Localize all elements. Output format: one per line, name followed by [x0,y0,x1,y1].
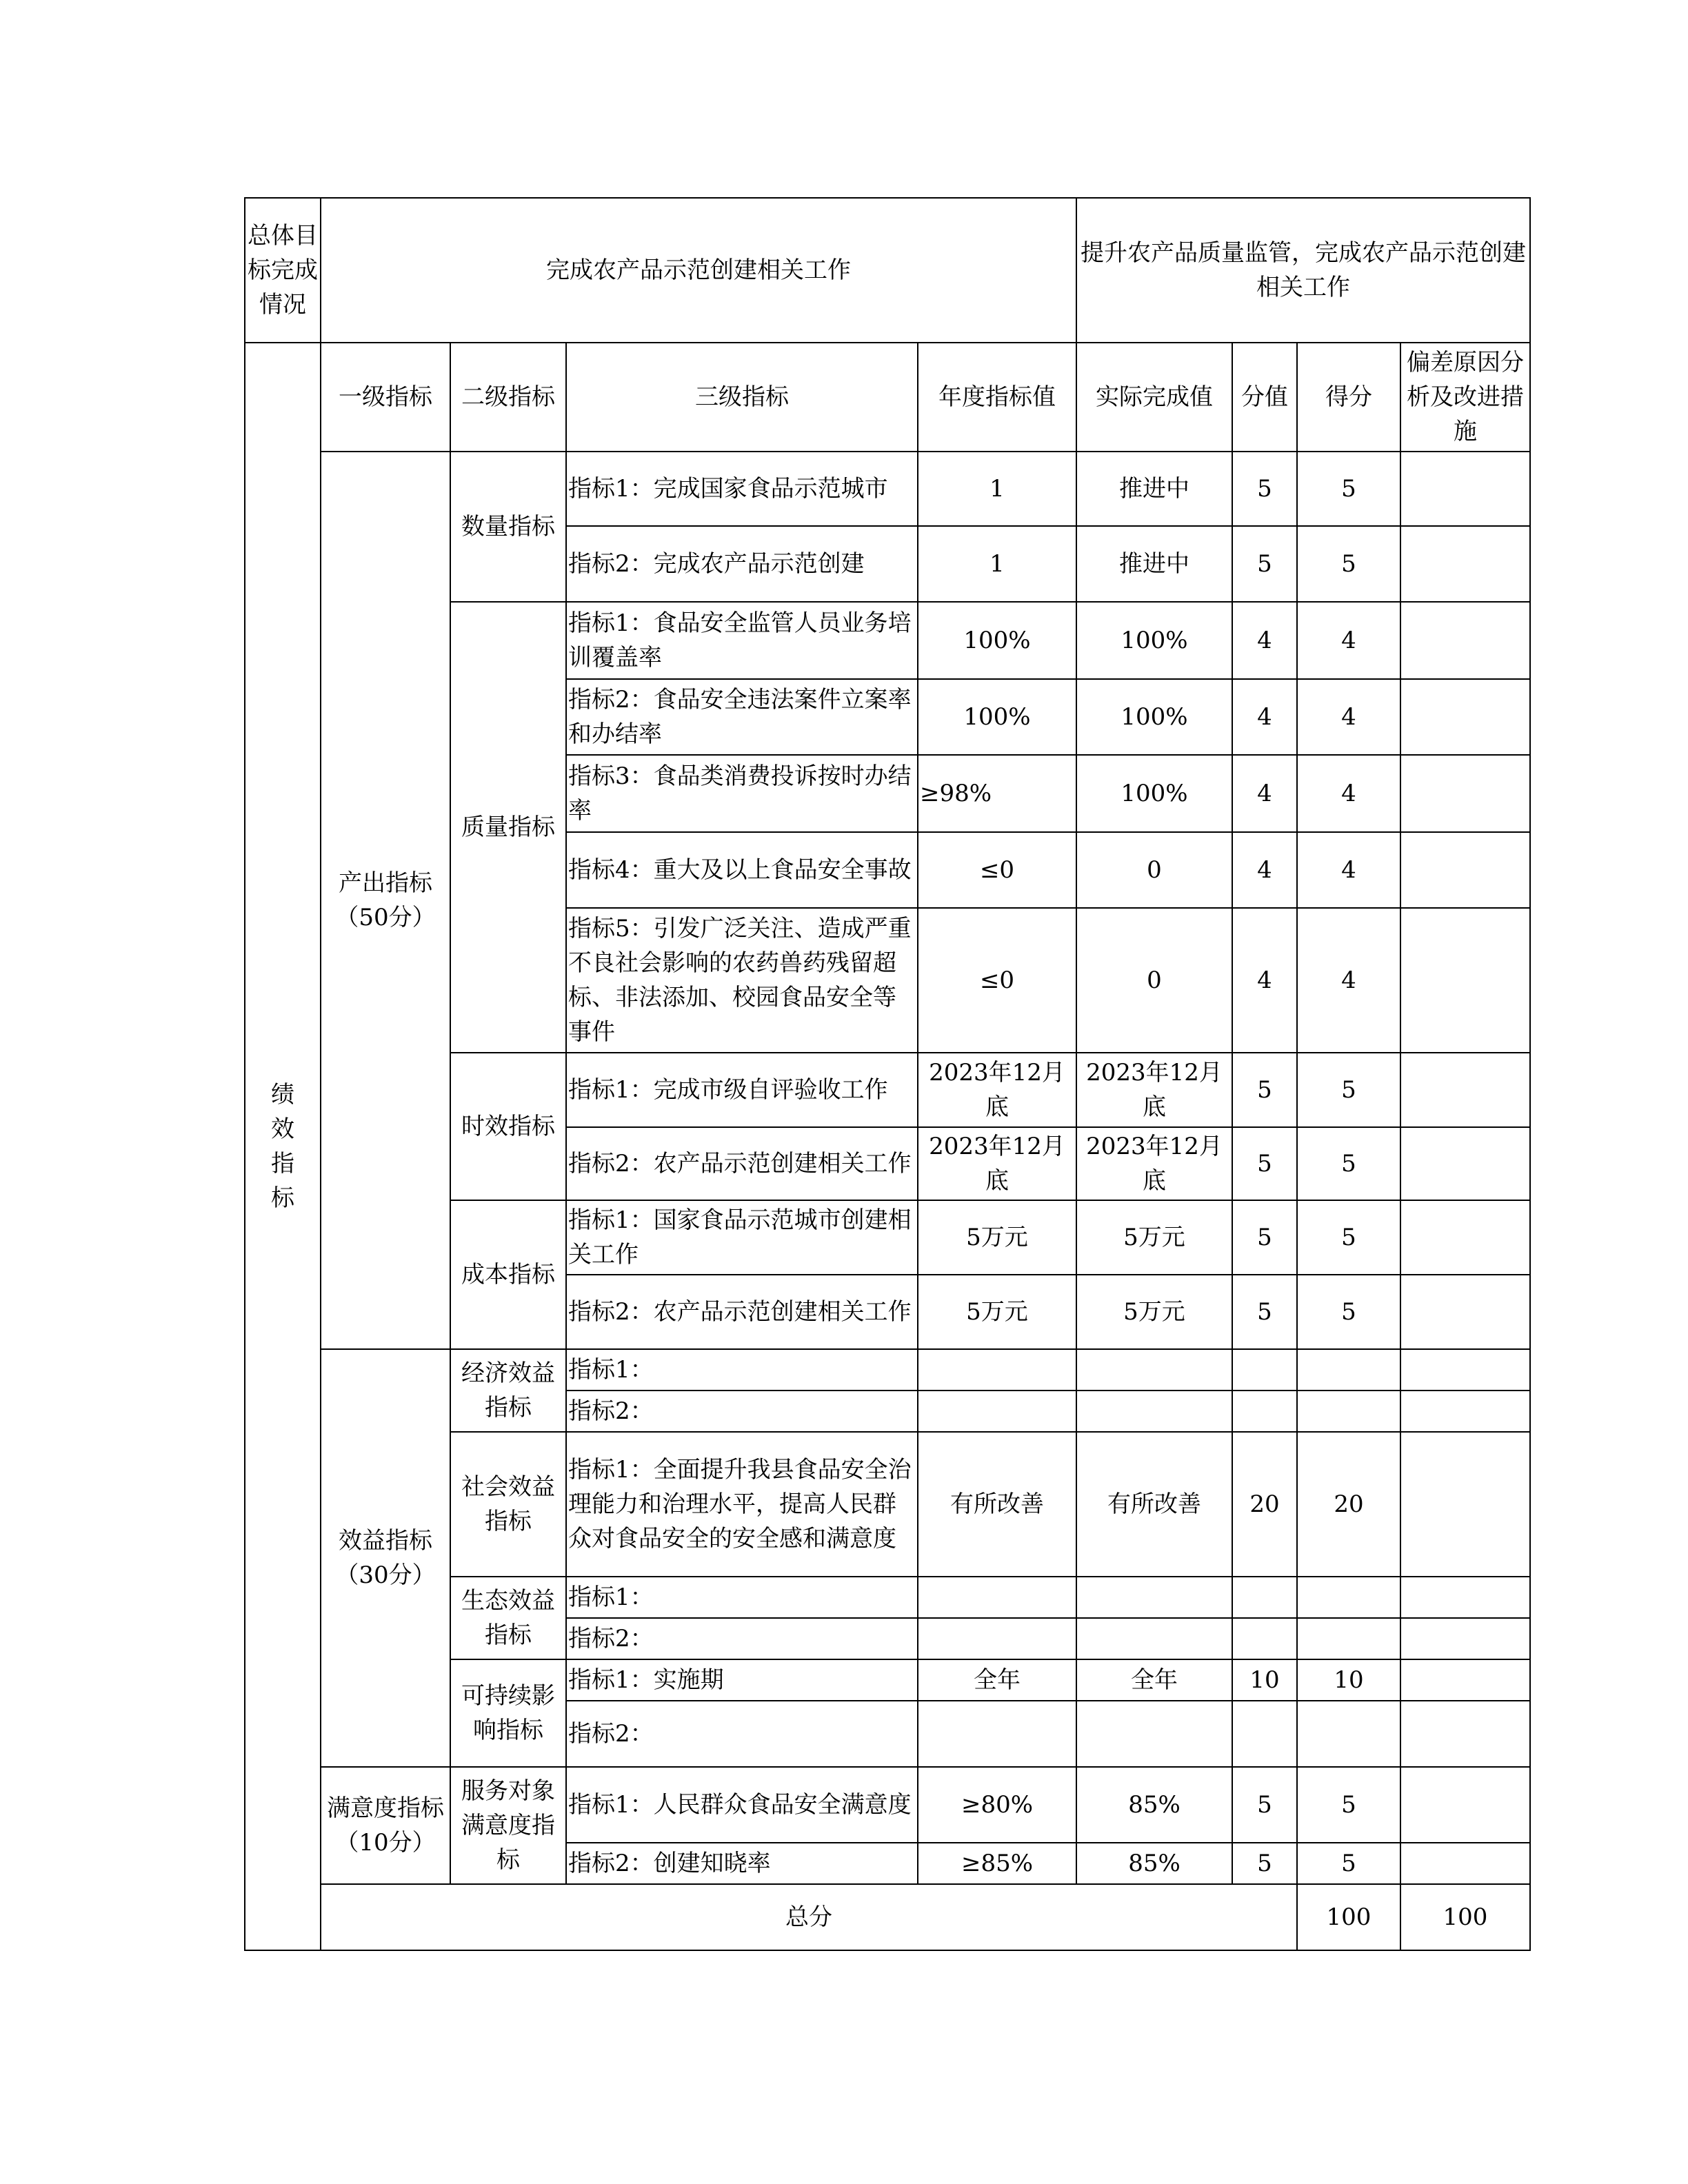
target-value: 全年 [918,1659,1076,1701]
target-value: 100% [918,602,1076,679]
actual-completion: 提升农产品质量监管，完成农产品示范创建相关工作 [1076,198,1530,343]
weight-value [1232,1391,1297,1432]
weight-value: 5 [1232,1053,1297,1127]
subgroup-social: 社会效益指标 [450,1432,566,1577]
score-value [1297,1618,1400,1659]
weight-value [1232,1349,1297,1391]
subgroup-sustainable: 可持续影响指标 [450,1659,566,1767]
target-value: 2023年12月底 [918,1127,1076,1200]
deviation-note [1400,1053,1530,1127]
actual-value: 0 [1076,832,1232,908]
actual-value [1076,1349,1232,1391]
total-weight: 100 [1297,1884,1400,1950]
deviation-note [1400,1767,1530,1843]
target-value [918,1349,1076,1391]
indicator-name: 指标1： [566,1577,918,1618]
target-value [918,1391,1076,1432]
weight-value: 5 [1232,1200,1297,1275]
actual-value-header: 实际完成值 [1076,343,1232,452]
score-value: 20 [1297,1432,1400,1577]
group-satisfaction: 满意度指标（10分） [321,1767,450,1884]
indicator-name: 指标2：创建知晓率 [566,1843,918,1884]
subgroup-service: 服务对象满意度指标 [450,1767,566,1884]
actual-value: 2023年12月底 [1076,1127,1232,1200]
score-value: 5 [1297,1767,1400,1843]
indicator-name: 指标1： [566,1349,918,1391]
target-value: 有所改善 [918,1432,1076,1577]
indicator-name: 指标1：完成市级自评验收工作 [566,1053,918,1127]
annual-goal: 完成农产品示范创建相关工作 [321,198,1076,343]
indicator-name: 指标1：国家食品示范城市创建相关工作 [566,1200,918,1275]
score-value: 5 [1297,1275,1400,1349]
subgroup-ecological: 生态效益指标 [450,1577,566,1659]
indicator-name: 指标5：引发广泛关注、造成严重不良社会影响的农药兽药残留超标、非法添加、校园食品安全等事件 [566,908,918,1053]
target-value: 5万元 [918,1200,1076,1275]
score-value: 4 [1297,908,1400,1053]
indicator-name: 指标2：完成农产品示范创建 [566,526,918,602]
indicator-name: 指标1：人民群众食品安全满意度 [566,1767,918,1843]
level1-header: 一级指标 [321,343,450,452]
weight-value: 4 [1232,755,1297,832]
deviation-note [1400,908,1530,1053]
weight-value [1232,1577,1297,1618]
total-label: 总分 [321,1884,1297,1950]
score-value: 4 [1297,832,1400,908]
deviation-note [1400,1432,1530,1577]
subgroup-timeliness: 时效指标 [450,1053,566,1200]
target-value: 5万元 [918,1275,1076,1349]
indicator-name: 指标1：全面提升我县食品安全治理能力和治理水平，提高人民群众对食品安全的安全感和满意度 [566,1432,918,1577]
target-value [918,1618,1076,1659]
weight-value: 4 [1232,832,1297,908]
indicator-name: 指标3：食品类消费投诉按时办结率 [566,755,918,832]
actual-value [1076,1618,1232,1659]
target-value [918,1577,1076,1618]
deviation-note [1400,602,1530,679]
score-value: 5 [1297,1053,1400,1127]
weight-value: 4 [1232,679,1297,755]
score-value [1297,1349,1400,1391]
weight-value: 20 [1232,1432,1297,1577]
weight-value: 4 [1232,908,1297,1053]
indicator-name: 指标1：完成国家食品示范城市 [566,452,918,526]
performance-indicator-label: 绩效指标 [245,343,321,1950]
score-value: 10 [1297,1659,1400,1701]
score-value: 4 [1297,679,1400,755]
target-value: 1 [918,452,1076,526]
weight-value: 5 [1232,1767,1297,1843]
actual-value: 2023年12月底 [1076,1053,1232,1127]
target-value: 1 [918,526,1076,602]
deviation-note [1400,832,1530,908]
score-value [1297,1391,1400,1432]
actual-value [1076,1391,1232,1432]
deviation-header: 偏差原因分析及改进措施 [1400,343,1530,452]
deviation-note [1400,679,1530,755]
weight-value: 5 [1232,1843,1297,1884]
indicator-name: 指标2： [566,1391,918,1432]
score-value: 4 [1297,602,1400,679]
indicator-name: 指标2：农产品示范创建相关工作 [566,1127,918,1200]
indicator-name: 指标4：重大及以上食品安全事故 [566,832,918,908]
weight-value: 4 [1232,602,1297,679]
deviation-note [1400,1127,1530,1200]
target-value: 100% [918,679,1076,755]
deviation-note [1400,1349,1530,1391]
target-value: ≥98% [918,755,1076,832]
target-value: ≤0 [918,832,1076,908]
deviation-note [1400,1701,1530,1767]
total-score: 100 [1400,1884,1530,1950]
score-header: 得分 [1297,343,1400,452]
actual-value: 5万元 [1076,1275,1232,1349]
score-value [1297,1577,1400,1618]
subgroup-cost: 成本指标 [450,1200,566,1349]
score-value: 5 [1297,1200,1400,1275]
indicator-name: 指标2：食品安全违法案件立案率和办结率 [566,679,918,755]
deviation-note [1400,755,1530,832]
target-value: ≤0 [918,908,1076,1053]
indicator-name: 指标2：农产品示范创建相关工作 [566,1275,918,1349]
target-value [918,1701,1076,1767]
subgroup-quantity: 数量指标 [450,452,566,602]
target-value: ≥85% [918,1843,1076,1884]
score-value: 4 [1297,755,1400,832]
indicator-name: 指标1：食品安全监管人员业务培训覆盖率 [566,602,918,679]
deviation-note [1400,1843,1530,1884]
weight-value: 10 [1232,1659,1297,1701]
score-value: 5 [1297,1843,1400,1884]
group-benefit: 效益指标（30分） [321,1349,450,1767]
target-value: ≥80% [918,1767,1076,1843]
level3-header: 三级指标 [566,343,918,452]
deviation-note [1400,452,1530,526]
actual-value: 100% [1076,679,1232,755]
actual-value: 推进中 [1076,452,1232,526]
score-value: 5 [1297,526,1400,602]
deviation-note [1400,1577,1530,1618]
actual-value: 100% [1076,755,1232,832]
indicator-name: 指标2： [566,1701,918,1767]
indicator-name: 指标1：实施期 [566,1659,918,1701]
overall-goal-label: 总体目标完成情况 [245,198,321,343]
performance-table [244,197,1531,1951]
actual-value: 100% [1076,602,1232,679]
group-output: 产出指标（50分） [321,452,450,1349]
actual-value: 推进中 [1076,526,1232,602]
subgroup-quality: 质量指标 [450,602,566,1053]
deviation-note [1400,526,1530,602]
actual-value: 0 [1076,908,1232,1053]
score-value [1297,1701,1400,1767]
weight-header: 分值 [1232,343,1297,452]
actual-value: 85% [1076,1843,1232,1884]
actual-value [1076,1577,1232,1618]
actual-value: 有所改善 [1076,1432,1232,1577]
deviation-note [1400,1275,1530,1349]
target-value: 2023年12月底 [918,1053,1076,1127]
deviation-note [1400,1391,1530,1432]
deviation-note [1400,1618,1530,1659]
weight-value [1232,1701,1297,1767]
level2-header: 二级指标 [450,343,566,452]
deviation-note [1400,1659,1530,1701]
actual-value: 全年 [1076,1659,1232,1701]
annual-target-header: 年度指标值 [918,343,1076,452]
actual-value: 85% [1076,1767,1232,1843]
weight-value: 5 [1232,452,1297,526]
deviation-note [1400,1200,1530,1275]
actual-value: 5万元 [1076,1200,1232,1275]
weight-value [1232,1618,1297,1659]
weight-value: 5 [1232,526,1297,602]
weight-value: 5 [1232,1127,1297,1200]
score-value: 5 [1297,1127,1400,1200]
subgroup-economic: 经济效益指标 [450,1349,566,1432]
score-value: 5 [1297,452,1400,526]
weight-value: 5 [1232,1275,1297,1349]
actual-value [1076,1701,1232,1767]
indicator-name: 指标2： [566,1618,918,1659]
